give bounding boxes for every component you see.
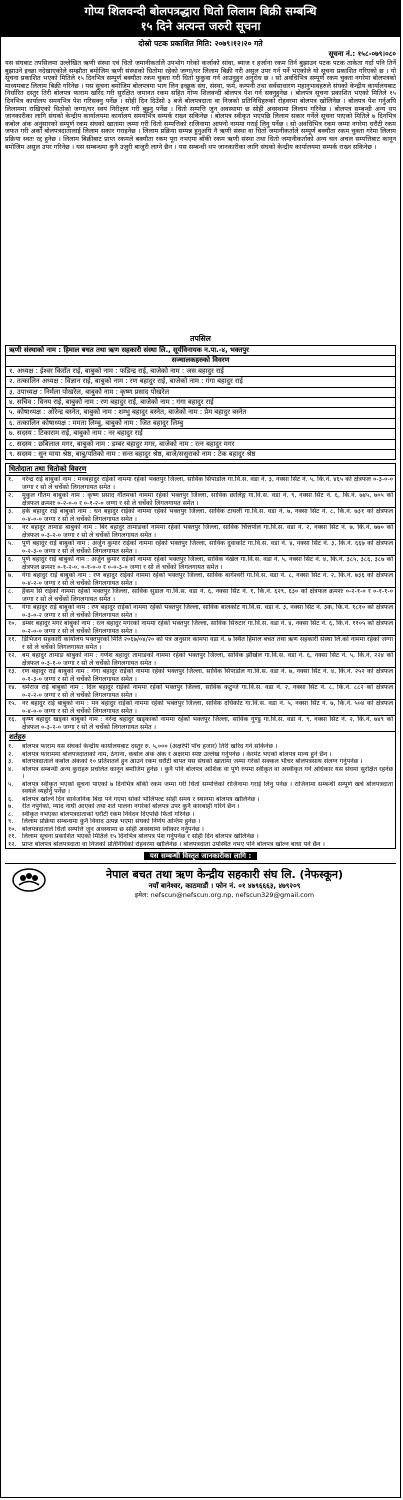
footer: [5, 852, 396, 902]
item-text: लिलाम सूचना प्रकाशित भएको मितिले १५ दिनभित्र बोलपत्र पेश गर्नुपर्नेछ र सोही दिन बोलपत्र खोलिनेछ ।: [22, 833, 259, 841]
item-text: नर बहादुर तामाङ बाबुको नाम : बिर बहादुर तामाङको नाममा रहेको भक्तपुर जिल्ला, साविक चित्तपोल गा.वि.स. वडा नं. २, नक्सा सिट नं. ७, कि.नं. ७७० को क्षेत्रफल ०-३-२-० जग्गा र सो ले चर्चेको लिगलगायत समेत ।: [22, 524, 393, 539]
org-email: इमेल: nefscun@nefscun.org.np, nefscun329@gmail.com: [134, 891, 315, 900]
item-number: ४.: [8, 524, 14, 532]
property-item: [6, 539, 395, 555]
item-text: लिलाम प्रक्रिया सम्बन्धमा कुनै विवाद उत्पन्न भएमा संघको निर्णय अन्तिम हुनेछ ।: [22, 818, 201, 826]
item-number: ७.: [8, 572, 14, 580]
item-number: ११.: [8, 636, 17, 644]
notice-subtitle: १५ दिने अत्यन्त जरुरी सूचना: [140, 19, 261, 33]
notice-number: सूचना नं.: १५८-०७९।०८०: [328, 50, 396, 58]
item-number: ८.: [8, 588, 14, 596]
item-text: बोलपत्रदाताले धितो सम्पत्ति जुन अवस्थामा छ सोही अवस्थामा स्वीकार गर्नुपर्नेछ ।: [22, 825, 204, 833]
property-item: [6, 683, 395, 699]
item-text: गंगा बहादुर राई बाबुको नाम : रण बहादुर राईको नाममा रहेको भक्तपुर जिल्ला, साविक बालकोट गा.वि.स. वडा नं. ३, नक्सा सिट नं. ३क, कि.नं. १८१० को क्षेत्रफल ०-३-०-२ जग्गा र सो ले चर्चेको लिगलगायत समेत ।: [22, 604, 393, 619]
condition-item: [6, 803, 395, 811]
condition-item: [6, 841, 395, 849]
item-number: १५.: [8, 700, 17, 708]
property-item: [6, 507, 395, 523]
item-number: ६.: [8, 795, 14, 803]
property-item: [6, 635, 395, 651]
item-number: ८.: [8, 810, 14, 818]
notice-header: [1, 1, 400, 37]
org-address: नयाँ बानेश्वर, काठमाडौं । फोन नं. ०१ ४७९६६६३, ४७९२०९: [148, 882, 301, 891]
notice-title: गोप्य शिलवन्दी बोलपत्रद्धारा धितो लिलाम बिक्री सम्बन्धि: [84, 4, 317, 18]
footer-contact: [5, 863, 396, 902]
item-number: ११.: [8, 833, 17, 841]
item-number: ३.: [8, 508, 14, 516]
property-item: [6, 571, 395, 587]
item-text: प्राप्त बोलपत्र बोलपत्रदाता वा निजको प्रतिनिधिको रोहवरमा खोलिनेछ । बोलपत्रदाता उपस्थित नभए पनि बोलपत्र खोल्न बाधा पर्ने छैन ।: [22, 840, 325, 848]
footer-info: [53, 868, 396, 900]
condition-item: [6, 796, 395, 804]
item-number: २.: [8, 750, 14, 758]
condition-item: [6, 781, 395, 796]
item-text: नरेन्द्र राई बाबुको नाम : मनबहादुर राईको नाममा रहेको भक्तपुर जिल्ला, साविक सिपाडोल गा.वि.स. वडा नं. ३, नक्सा सिट नं. ५, कि.नं. ४६५ को क्षेत्रफल ०-३-०-० जग्गा र सो ले चर्चेको लिगलगायत समेत ।: [22, 476, 393, 491]
member-row: १. अध्यक्ष : ईश्वर किराँत राई, बाबुको नाम : फडिन्द्र राई, बाजेको नाम : जस बहादुर राई: [6, 366, 395, 376]
intro-paragraph: यस संघबाट तपसिलमा उल्लेखित ऋणी संस्था एवं धितो जमानीकर्तालेे उपभोग गरेको कर्जाको सांवा, ब्याज र हर्जाना रकम तिर्न बुझाउन पटक पटक ताकेता गर्दा पनि तिर्ने बुझाउने इच्छा नदेखाएकोले सम्झौता बमोजिम ऋणी संस्थाको धितोमा रहेको जग्गा/घर लिलाम बिक्री गरी असुल उपर गर्न पर्ने भएकोले यो सूचना प्रकाशित गरिएको छ । यो सूचना प्रकाशित भएको मितिले १५ दिनभित्र सम्पूर्ण बक्यौता रकम चुक्ता गरी धितो फुकुवा गर्न आउनुहुन अनुरोध छ । सो अवधिभित्र सम्पूर्ण रकम चुक्ता नगरेमा बोलपत्रको माध्यमबाट लिलाम बिक्री गरिनेछ । यस सूचना बमोजिम बोलपत्रमा भाग लिन इच्छुक संघ, संस्था, फर्म, कम्पनी तथा सर्वसाधारण महानुभावहरुले संघको केन्द्रीय कार्यालयबाट निर्धारित दस्तुर तिरी बोलपत्र फाराम खरिद गरी सुरक्षित जमानत रकम सहित गोप्य शिलवन्दी बोलपत्र पेश गर्न सक्नुहुनेछ । बोलपत्र सूचना प्रकाशित भएको मितिले १५ दिनभित्र कार्यालय समयभित्र पेश गरिसक्नु पर्नेछ । सोही दिन दिउँसो ३ बजे बोलपत्रदाता वा निजको प्रतिनिधिहरुको रोहवरमा बोलपत्र खोलिनेछ । बोलपत्र पेश गर्नुअघि लिलाममा राखिएको धितोको जग्गा/घर स्वयं निरीक्षण गरी बुझ्नु पर्नेछ । धितो सम्पत्ति जुन अवस्थामा छ सोही अवस्थामा लिलाम गरिनेछ । बोलपत्र सम्बन्धी अन्य थप जानकारीका लागि संघको केन्द्रीय कार्यालयमा कार्यालय समयभित्र सम्पर्क राख्न सकिनेछ । बोलपत्र स्वीकृत भएपछि लिलाम सकार गर्नेले सूचना पाएको मितिले ७ दिनभित्र कबोल अंक अनुसारको सम्पूर्ण रकम संघको खातामा जम्मा गरी धितो सम्पत्तिको राजिनामा आफ्नो नाममा गराई लिनु पर्नेछ । सो अवधिभित्र रकम जम्मा नगरेमा धरौटी रकम जफत गरी अर्को बोलपत्रदातालाई लिलाम सकार गराइनेछ । लिलाम प्रक्रिया सम्पन्न हुनुअघि नै ऋणी संस्था वा धितो जमानीकर्ताले सम्पूर्ण बक्यौता रकम चुक्ता गरेमा लिलाम प्रक्रिया स्वतः रद्द हुनेछ । लिलाम बिक्रीबाट प्राप्त रकमले बक्यौता रकम पूरा नभएमा बाँकी रकम ऋणी संस्था तथा धितो जमानीकर्ताको अन्य चल अचल सम्पत्तिबाट कानून बमोजिम असुल उपर गरिनेछ । यस सम्बन्धमा कुनै उजुरी बाजुरी लाग्ने छैन । यस सम्बन्धी थप जानकारीका लागि संघको केन्द्रीय कार्यालयमा सम्पर्क राख्न सकिनेछ ।: [5, 59, 396, 151]
member-row: ९. सदस्य : सुन माया श्रेष्ठ, बाबु/पतिको नाम : सन्त बहादुर श्रेष्ठ, बाजे/ससुराको नाम : टेक बहादुर श्रेष्ठ: [6, 449, 395, 459]
member-row: ६. तत्कालिन कोषाध्यक्ष : ममता लिम्बु, बाबुको नाम : जित बहादुर लिम्बु: [6, 418, 395, 428]
org-name: नेपाल बचत तथा ऋण केन्द्रीय सहकारी संघ लि. (नेफस्कून): [105, 868, 344, 882]
property-item: [6, 523, 395, 539]
member-row: ७. सदस्य : टिकाराम राई, बाबुको नाम : नर बहादुर राई: [6, 428, 395, 438]
item-number: ९.: [8, 818, 14, 826]
property-item: [6, 651, 395, 667]
condition-item: [6, 766, 395, 781]
item-text: धर्मराज राई बाबुको नाम : दिल बहादुर राईको नाममा रहेको भक्तपुर जिल्ला, साविक कटुन्जे गा.वि.स. वडा नं. २, नक्सा सिट नं. ८, कि.नं. ८८२ को क्षेत्रफल ०-२-२-० जग्गा र सो ले चर्चेको लिगलगायत समेत ।: [22, 684, 393, 699]
item-text: पूर्ण बहादुर राई बाबुको नाम : अर्जुन कुमार राईको नाममा रहेको भक्तपुर जिल्ला, साविक दुवाकोट गा.वि.स. वडा नं. ४, नक्सा सिट नं. ३, कि.नं. ६६७ को क्षेत्रफल ०-२-३-० जग्गा र सो ले चर्चेको लिगलगायत समेत ।: [22, 540, 393, 555]
property-item: [6, 555, 395, 571]
item-text: स्वीकृत नभएका बोलपत्रदाताको धरौटी रकम निवेदन दिएपछि फिर्ता गरिनेछ ।: [22, 810, 195, 818]
item-text: बोलपत्र स्वीकृत भएको सूचना पाएको ७ दिनभित्र बाँकी रकम जम्मा गरी धितो सम्पत्तिको राजिनामा गराई लिनु पर्नेछ । राजिनामा सम्बन्धी सम्पूर्ण खर्च बोलपत्रदाता स्वयंले व्यहोर्नु पर्नेछ ।: [22, 780, 393, 796]
item-text: कृष्ण बहादुर खड्का बाबुको नाम : नरेन्द्र बहादुर खड्काको नाममा रहेको भक्तपुर जिल्ला, साविक गुण्डु गा.वि.स. वडा नं. ९, नक्सा सिट नं. २, कि.नं. ७४९ को क्षेत्रफल ०-३-२-० जग्गा र सो ले चर्चेको लिगलगायत समेत ।: [22, 716, 393, 731]
item-text: हैकम सिं राईको नाममा रहेको भक्तपुर जिल्ला, साविक सुडाल गा.वि.स. वडा नं. ६, नक्सा सिट नं. १, कि.नं. ६२९, ६३० को क्षेत्रफल क्रमशः ०-२-१-० र ०-१-१-० जग्गा र सो ले चर्चेको लिगलगायत समेत ।: [22, 588, 393, 603]
item-text: बोलपत्र खोल्ने दिन सार्वजनिक बिदा पर्न गएमा सोको भोलिपल्ट सोही समय र स्थानमा बोलपत्र खोलिनेछ ।: [22, 795, 260, 803]
item-number: ४.: [8, 765, 14, 773]
item-text: बोलपत्र सम्बन्धी अन्य कुराहरु प्रचलित कानून बमोजिम हुनेछ । कुनै पनि बोलपत्र आंशिक वा पूर्ण रुपमा स्वीकृत वा अस्वीकृत गर्ने अधिकार यस संघमा सुरक्षित रहनेछ ।: [22, 765, 393, 781]
property-item: [6, 587, 395, 603]
item-text: डिभिजन सहकारी कार्यालय भक्तपुरको मिति २०६७/०४/२० को पत्र अनुसार कामपा वडा नं. ७ स्थित हिमाल बचत तथा ऋण सहकारी संस्था लि.को नाममा रहेको जग्गा र सो ले चर्चेको लिगलगायत समेत ।: [22, 636, 393, 651]
member-row: ५. कोषाध्यक्ष : ओरेन्द्र बस्नेत, बाबुको नाम : शम्भु बहादुर बस्नेत, बाजेको नाम : प्रेम बहादुर बस्नेत: [6, 407, 395, 417]
item-text: नर बहादुर राई बाबुको नाम : मन बहादुर राईको नाममा रहेको भक्तपुर जिल्ला, साविक दधिकोट गा.वि.स. वडा नं. ५, नक्सा सिट नं. ७, कि.नं. ५०४ को क्षेत्रफल ०-४-०-० जग्गा र सो ले चर्चेको लिगलगायत समेत ।: [22, 700, 393, 715]
condition-item: [6, 826, 395, 834]
footer-tagline-text: यस सम्बन्धी विस्तृत जानकारीका लागि :: [144, 852, 258, 860]
item-number: ५.: [8, 540, 14, 548]
member-row: ४. सचिव : विनय राई, बाबुको नाम : रण बहादुर राई, बाजेको नाम : गंगा बहादुर राई: [6, 397, 395, 407]
details-title: तपसिल: [190, 334, 211, 343]
item-number: २.: [8, 492, 14, 500]
condition-item: [6, 751, 395, 759]
item-text: गंगा बहादुर राई बाबुको नाम : रण बहादुर राईको नाममा रहेको भक्तपुर जिल्ला, साविक बागेश्वरी गा.वि.स. वडा नं. ८, नक्सा सिट नं. २, कि.नं. ७३६ को क्षेत्रफल ०-४-२-० जग्गा र सो ले चर्चेको लिगलगायत समेत ।: [22, 572, 393, 587]
item-text: बोलपत्र फाराममा बोलपत्रदाताको नाम, ठेगाना, कबोल अंक अंक र अक्षरमा स्पष्ट उल्लेख गर्नुपर्नेछ । केरमेट भएको बोलपत्र मान्य हुने छैन ।: [22, 750, 332, 758]
member-row: ३. उपाध्यक्ष : निर्मला पोखरेल, बाबुको नाम : कृष्ण प्रसाद पोखरेल: [6, 387, 395, 397]
property-item: [6, 619, 395, 635]
condition-item: [6, 833, 395, 841]
item-number: १६.: [8, 716, 17, 724]
property-item: [6, 715, 395, 731]
item-number: १.: [8, 476, 14, 484]
item-number: ३.: [8, 758, 14, 766]
item-number: ९.: [8, 604, 14, 612]
footer-tagline: [5, 852, 396, 861]
property-item: [6, 699, 395, 715]
property-title: धितोदाता तथा धितोको विवरण: [9, 465, 87, 474]
item-number: ६.: [8, 556, 14, 564]
item-number: १३.: [8, 668, 17, 676]
member-row: २. तत्कालिन अध्यक्ष : विज्ञान राई, बाबुको नाम : रण बहादुर राई, बाजेको नाम : गंगा बहादुर राई: [6, 376, 395, 386]
item-number: १२.: [8, 840, 17, 848]
property-section: [5, 463, 396, 849]
condition-item: [6, 811, 395, 819]
item-text: रण बहादुर राई बाबुको नाम : गंगा बहादुर राईको नाममा रहेको भक्तपुर जिल्ला, साविक सिपाडोल गा.वि.स. वडा नं. ७, नक्सा सिट नं. ४, कि.नं. २५२ को क्षेत्रफल ०-१-३-० जग्गा र सो ले चर्चेको लिगलगायत समेत ।: [22, 668, 393, 683]
item-text: हर्क बहादुर राई बाबुको नाम : धन बहादुर राईको नाममा रहेको भक्तपुर जिल्ला, साविक टाथली गा.वि.स. वडा नं. ७, नक्सा सिट नं. ८, कि.नं. ७३१ को क्षेत्रफल ०-४-०-० जग्गा र सो ले चर्चेको लिगलगायत समेत ।: [22, 508, 393, 523]
org-name-row: ऋणी संस्थाको नाम : हिमाल बचत तथा ऋण सहकारी संस्था लि., सूर्यविनायक न.पा.-४, भक्तपुर: [9, 346, 249, 354]
item-number: १०.: [8, 620, 17, 628]
item-number: १.: [8, 743, 14, 751]
conditions-title: शर्तहरु: [6, 731, 395, 743]
item-text: बोलपत्र फाराम यस संघको केन्द्रीय कार्यालयबाट दस्तुर रु. ५,००० (अक्षरेपी पाँच हजार) तिरी खरिद गर्न सकिनेछ ।: [22, 743, 278, 751]
member-row: ८. सदस्य : छबिलाल मगर, बाबुको नाम : डम्बर बहादुर मगर, बाजेको नाम : रत्न बहादुर मगर: [6, 439, 395, 449]
condition-item: [6, 758, 395, 766]
item-number: ५.: [8, 780, 14, 788]
item-number: ७.: [8, 803, 14, 811]
property-item: [6, 603, 395, 619]
property-item: [6, 475, 395, 491]
item-text: रीत नपुगेको, म्याद नाघी आएको तथा शर्त पालना नगरेको बोलपत्र उपर कुनै कारबाही गरिने छैन ।: [22, 803, 240, 811]
directors-subtitle: सञ्चालकहरुको विवरण: [6, 355, 395, 365]
property-item: [6, 667, 395, 683]
item-number: १०.: [8, 825, 17, 833]
condition-item: [6, 818, 395, 826]
publish-date: दोस्रो पटक प्रकाशित मिति: २०७९।१२।२० गते: [138, 39, 263, 48]
item-text: पूर्ण बहादुर राई बाबुको नाम : अर्जुन कुमार राईको नाममा रहेको भक्तपुर जिल्ला, साविक नंखेल गा.वि.स. वडा नं. ५, नक्सा सिट नं. ४, कि.नं. ३८५, ३८६, ३८७ को क्षेत्रफल क्रमशः ०-१-२-०, ०-१-०-० र ०-०-३-० जग्गा र सो ले चर्चेको लिगलगायत समेत ।: [22, 556, 393, 571]
item-text: बम बहादुर तामाङ बाबुको नाम : गणेश बहादुर तामाङको नाममा रहेको भक्तपुर जिल्ला, साविक झौखेल गा.वि.स. वडा नं. ६, नक्सा सिट नं. ५, कि.नं. २२४ को क्षेत्रफल ०-३-१-० जग्गा र सो ले चर्चेको लिगलगायत समेत ।: [22, 652, 393, 667]
item-text: डम्बर बहादुर मगर बाबुको नाम : रत्न बहादुर मगरको नाममा रहेको भक्तपुर जिल्ला, साविक सिरुटार गा.वि.स. वडा नं. ४, नक्सा सिट नं. ६, कि.नं. ११०५ को क्षेत्रफल ०-२-०-० जग्गा र सो ले चर्चेको लिगलगायत समेत ।: [22, 620, 393, 635]
property-item: [6, 491, 395, 507]
item-text: मुकुल गौतम बाबुको नाम : कृष्ण प्रसाद गौतमको नाममा रहेको भक्तपुर जिल्ला, साविक छालिङ्ग गा.वि.स. वडा नं. ९, नक्सा सिट नं. ६, कि.नं. ७४५, ७०५ को क्षेत्रफल क्रमशः ०-२-०-० र ०-१-२-० जग्गा र सो ले चर्चेको लिगलगायत समेत ।: [22, 492, 393, 507]
item-number: १२.: [8, 652, 17, 660]
item-text: बोलपत्रदाताले कबोल अंकको १० प्रतिशतले हुन आउने रकम धरौटी बापत यस संघको खातामा जम्मा गरेको सक्कल भौचर बोलपत्रसाथ संलग्न गर्नुपर्नेछ ।: [22, 758, 363, 766]
nefscun-logo-icon: [5, 866, 53, 902]
details-table: [5, 345, 396, 460]
item-number: १४.: [8, 684, 17, 692]
condition-item: [6, 743, 395, 751]
